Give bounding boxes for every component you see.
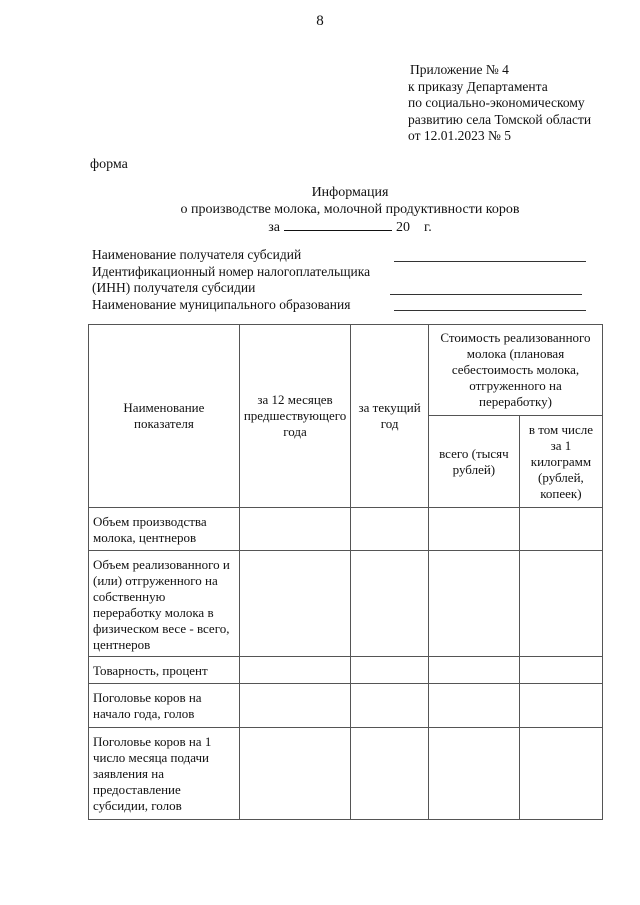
table-cell xyxy=(519,551,602,657)
table-cell xyxy=(351,657,429,684)
table-row xyxy=(89,657,603,684)
header-prev-12-months: за 12 месяцев предшествующего года xyxy=(239,325,350,508)
table-cell xyxy=(239,657,350,684)
header-cost-group: Стоимость реализованного молока (плановая себестоимость молока, отгруженного на переработку) xyxy=(428,325,602,416)
appendix-line: Приложение № 4 xyxy=(410,62,509,77)
row-label: Объем производства молока, центнеров xyxy=(89,508,240,551)
recipient-fields xyxy=(92,247,370,313)
title-line: о производстве молока, молочной продуктивности коров xyxy=(180,201,520,217)
table-cell xyxy=(351,551,429,657)
table-cell xyxy=(351,508,429,551)
row-label: Объем реализованного и (или) отгруженного на собственную переработку молока в физическом весе - всего, центнеров xyxy=(89,551,240,657)
inn-underline xyxy=(390,280,582,295)
table-cell xyxy=(428,728,519,820)
recipient-name-underline xyxy=(394,247,586,262)
table-cell xyxy=(239,684,350,728)
header-per-kg: в том числе за 1 килограмм (рублей, копеек) xyxy=(519,416,602,508)
header-total: всего (тысяч рублей) xyxy=(428,416,519,508)
table-row xyxy=(89,551,603,657)
appendix-line: к приказу Департамента xyxy=(408,78,548,94)
title-line: Информация xyxy=(311,185,389,200)
table-cell xyxy=(428,657,519,684)
table-cell xyxy=(351,728,429,820)
table-header-row xyxy=(89,325,603,416)
data-table xyxy=(88,324,603,820)
field-label-inn-1: Идентификационный номер налогоплательщика xyxy=(92,263,371,279)
field-label-recipient: Наименование получателя субсидий xyxy=(92,247,302,262)
appendix-block xyxy=(408,62,591,145)
table-cell xyxy=(239,551,350,657)
table-cell xyxy=(519,657,602,684)
table-cell xyxy=(519,728,602,820)
appendix-line: по социально-экономическому xyxy=(408,95,585,110)
title-period-suffix: г. xyxy=(424,220,432,235)
table-row xyxy=(89,508,603,551)
row-label: Товарность, процент xyxy=(89,657,240,684)
appendix-line: развитию села Томской области xyxy=(408,111,592,127)
table-cell xyxy=(428,551,519,657)
field-label-inn-2: (ИНН) получателя субсидии xyxy=(92,280,256,295)
title-period-year: 20 xyxy=(396,220,411,235)
municipality-underline xyxy=(394,296,586,311)
table-row xyxy=(89,728,603,820)
document-title xyxy=(0,185,640,237)
table-cell xyxy=(519,508,602,551)
table-cell xyxy=(351,684,429,728)
header-current-year: за текущий год xyxy=(351,325,429,508)
title-period-prefix: за xyxy=(268,220,281,235)
title-period-line xyxy=(0,218,640,237)
header-indicator: Наименование показателя xyxy=(89,325,240,508)
table-row xyxy=(89,684,603,728)
period-blank xyxy=(284,218,392,231)
appendix-line: от 12.01.2023 № 5 xyxy=(408,128,511,143)
row-label: Поголовье коров на начало года, голов xyxy=(89,684,240,728)
row-label: Поголовье коров на 1 число месяца подачи заявления на предоставление субсидии, голов xyxy=(89,728,240,820)
page-number: 8 xyxy=(316,13,324,29)
table-cell xyxy=(239,728,350,820)
table-cell xyxy=(428,508,519,551)
field-label-municipality: Наименование муниципального образования xyxy=(92,296,351,312)
table-cell xyxy=(239,508,350,551)
form-label: форма xyxy=(90,157,128,172)
table-cell xyxy=(428,684,519,728)
table-cell xyxy=(519,684,602,728)
